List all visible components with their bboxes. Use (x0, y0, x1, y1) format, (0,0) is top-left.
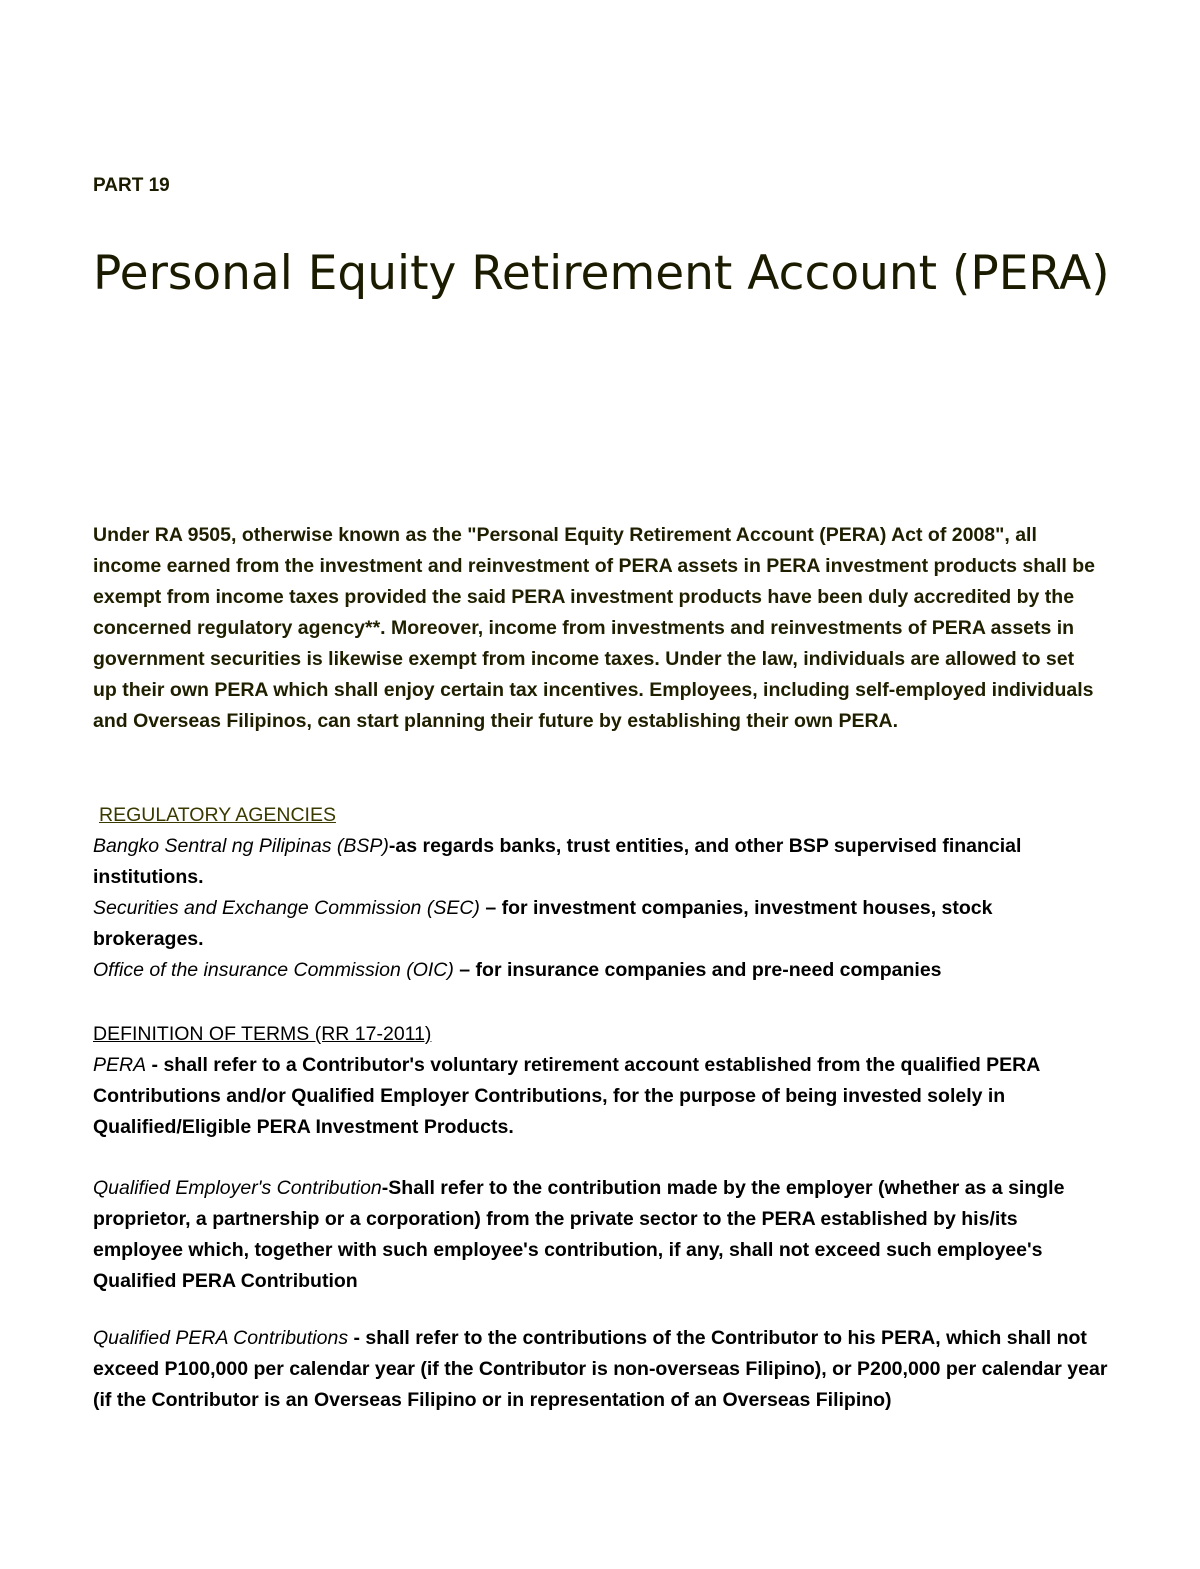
intro-paragraph: Under RA 9505, otherwise known as the "Personal Equity Retirement Account (PERA) Act of 2008", all income earned from the investment and reinvestment of PERA assets in PERA investment products shall be exempt from income taxes provided the said PERA investment products have been duly accredited by the concerned regulatory agency**. Moreover, income from investments and reinvestments of PERA assets in government securities is likewise exempt from income taxes. Under the law, individuals are allowed to set up their own PERA which shall enjoy certain tax incentives. Employees, including self-employed individuals and Overseas Filipinos, can start planning their future by establishing their own PERA. (93, 524, 1095, 732)
agency-desc: – for insurance companies and pre-need companies (453, 959, 942, 981)
agency-item (93, 955, 1108, 986)
agency-desc: -as regards banks, trust entities, and other BSP supervised financial institutions. (93, 835, 1022, 888)
definitions-heading: DEFINITION OF TERMS (RR 17-2011) (93, 1023, 432, 1045)
definition-term: PERA (93, 1054, 147, 1076)
agency-desc: – for investment companies, investment houses, stock brokerages. (93, 897, 993, 950)
agency-term: Securities and Exchange Commission (SEC) (93, 897, 480, 919)
document-title: Personal Equity Retirement Account (PERA) (93, 246, 1110, 301)
agency-item (93, 831, 1108, 893)
regulatory-agencies-section (93, 800, 1108, 986)
agency-item (93, 893, 1108, 955)
definition-desc: -Shall refer to the contribution made by the employer (whether as a single proprietor, a partnership or a corporation) from the private sector to the PERA established by his/its employee which, together with such employee's contribution, if any, shall not exceed such employee's Qualified PERA Contribution (93, 1177, 1065, 1292)
part-label: PART 19 (93, 175, 170, 196)
definition-desc: - shall refer to the contributions of the Contributor to his PERA, which shall not exceed P100,000 per calendar year (if the Contributor is non-overseas Filipino), or P200,000 per calendar year (if the Contributor is an Overseas Filipino or in representation of an Overseas Filipino) (93, 1327, 1108, 1411)
definitions-section (93, 1019, 1108, 1143)
regulatory-agencies-heading: REGULATORY AGENCIES (99, 804, 336, 826)
definition-desc: - shall refer to a Contributor's voluntary retirement account established from the qualified PERA Contributions and/or Qualified Employer Contributions, for the purpose of being invested solely in Qualified/Eligible PERA Investment Products. (93, 1054, 1040, 1138)
agency-term: Bangko Sentral ng Pilipinas (BSP) (93, 835, 389, 857)
definition-term: Qualified PERA Contributions (93, 1327, 349, 1349)
definition-item (93, 1323, 1108, 1416)
definition-item (93, 1173, 1108, 1297)
agency-term: Office of the insurance Commission (OIC) (93, 959, 454, 981)
definition-term: Qualified Employer's Contribution (93, 1177, 382, 1199)
definition-item (93, 1050, 1108, 1143)
